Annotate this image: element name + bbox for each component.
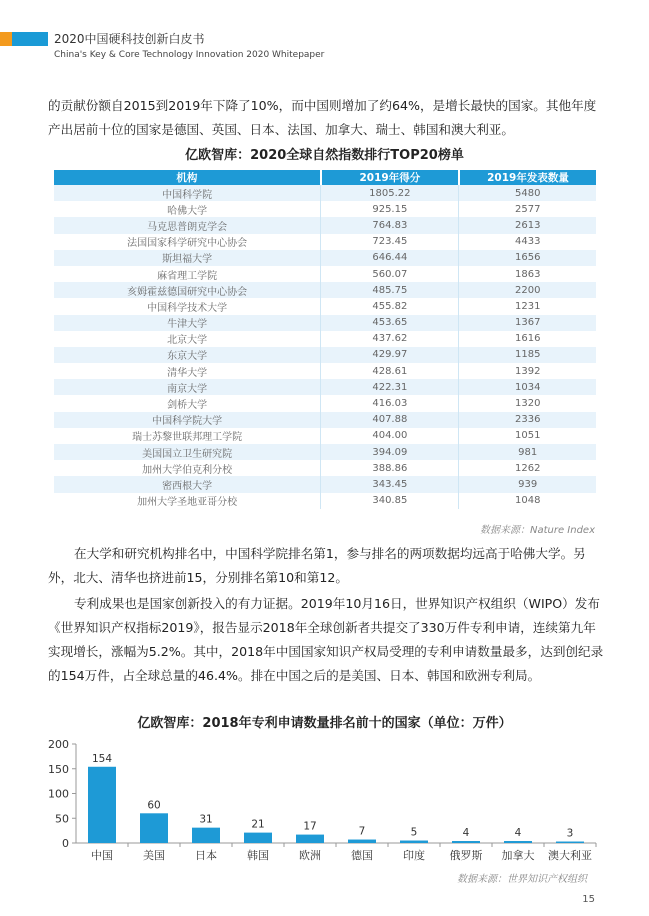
table-body [54,185,596,509]
table-cell-institution: 美国国立卫生研究院 [54,444,321,460]
table-cell-institution: 加州大学圣地亚哥分校 [54,493,321,509]
table-row [54,363,596,379]
y-tick-label: 100 [48,787,69,801]
x-category-label: 澳大利亚 [548,849,592,862]
table-cell-count: 5480 [459,185,596,201]
bar-value-label: 3 [566,827,574,840]
patent-bar-chart [0,730,649,870]
bar [244,833,272,843]
table-row [54,217,596,233]
table-cell-count: 1185 [459,347,596,363]
table-cell-institution: 哈佛大学 [54,201,321,217]
table-cell-count: 1231 [459,298,596,314]
table-cell-institution: 斯坦福大学 [54,250,321,266]
table-cell-score: 723.45 [321,234,459,250]
table-cell-score: 343.45 [321,476,459,492]
intro-paragraph: 的贡献份额自2015到2019年下降了10%，而中国则增加了约64%，是增长最快的国家。其他年度产出居前十位的国家是德国、英国、日本、法国、加拿大、瑞士、韩国和澳大利亚。 [48,98,597,137]
table-cell-count: 2577 [459,201,596,217]
table-row [54,412,596,428]
table-cell-score: 646.44 [321,250,459,266]
bar-value-label: 4 [514,827,522,840]
table-row [54,331,596,347]
table-row [54,201,596,217]
table-cell-institution: 剑桥大学 [54,395,321,411]
bar [296,835,324,843]
table-row [54,347,596,363]
table-cell-institution: 麻省理工学院 [54,266,321,282]
table-cell-score: 428.61 [321,363,459,379]
x-category-label: 欧洲 [299,849,321,862]
table-row [54,266,596,282]
x-category-label: 中国 [91,849,113,862]
table-cell-score: 340.85 [321,493,459,509]
x-category-label: 韩国 [247,849,269,862]
table-title: 亿欧智库：2020全球自然指数排行TOP20榜单 [185,148,464,163]
table-cell-institution: 清华大学 [54,363,321,379]
table-row [54,315,596,331]
bar-value-label: 4 [462,827,470,840]
table-row [54,428,596,444]
bar-value-label: 31 [199,813,213,826]
x-category-label: 德国 [351,849,373,862]
table-cell-count: 1616 [459,331,596,347]
chart-title: 亿欧智库：2018年专利申请数量排名前十的国家（单位：万件） [137,716,512,731]
table-cell-institution: 牛津大学 [54,315,321,331]
table-cell-count: 1048 [459,493,596,509]
table-cell-score: 422.31 [321,379,459,395]
table-row [54,395,596,411]
table-header-score: 2019年得分 [321,170,459,185]
table-header-institution: 机构 [54,170,321,185]
table-cell-institution: 东京大学 [54,347,321,363]
bar-value-label: 60 [147,799,161,812]
table-cell-count: 1320 [459,395,596,411]
table-header-row [54,170,596,185]
bar-value-label: 21 [251,818,265,831]
table-cell-count: 1863 [459,266,596,282]
x-category-label: 日本 [195,849,217,862]
table-cell-count: 939 [459,476,596,492]
header-subtitle: China's Key & Core Technology Innovation 2020 Whitepaper [54,50,325,60]
table-cell-institution: 南京大学 [54,379,321,395]
table-cell-score: 407.88 [321,412,459,428]
bar-value-label: 7 [358,825,366,838]
table-cell-institution: 法国国家科学研究中心协会 [54,234,321,250]
y-tick-label: 0 [62,837,69,850]
table-cell-count: 1367 [459,315,596,331]
bar [192,828,220,843]
table-cell-institution: 加州大学伯克利分校 [54,460,321,476]
table-cell-institution: 中国科学技术大学 [54,298,321,314]
table-cell-score: 925.15 [321,201,459,217]
table-cell-institution: 中国科学院大学 [54,412,321,428]
table-cell-score: 485.75 [321,282,459,298]
header-accent-blue [12,32,48,46]
page-number: 15 [582,894,595,905]
table-row [54,282,596,298]
bar [88,767,116,843]
table-row [54,250,596,266]
table-cell-count: 1656 [459,250,596,266]
x-category-label: 加拿大 [501,849,535,862]
table-row [54,476,596,492]
bar [452,841,480,843]
bar-value-label: 5 [410,826,418,839]
table-cell-score: 1805.22 [321,185,459,201]
table-cell-institution: 亥姆霍兹德国研究中心协会 [54,282,321,298]
chart-source: 数据来源：世界知识产权组织 [457,874,587,885]
table-cell-score: 437.62 [321,331,459,347]
table-row [54,493,596,509]
table-cell-institution: 中国科学院 [54,185,321,201]
table-cell-score: 453.65 [321,315,459,331]
x-category-label: 印度 [403,849,425,862]
patent-paragraph: 专利成果也是国家创新投入的有力证据。2019年10月16日，世界知识产权组织（WIPO）发布《世界知识产权指标2019》，报告显示2018年全球创新者共提交了330万件专利申请，连续第九年实现增长，涨幅为5.2%。其中，2018年中国国家知识产权局受理的专利申请数量最多，达到创纪录的154万件，占全球总量的46.4%。排在中国之后的是美国、日本、韩国和欧洲专利局。 [48,596,604,683]
table-cell-score: 429.97 [321,347,459,363]
table-cell-count: 1392 [459,363,596,379]
table-row [54,185,596,201]
table-cell-score: 416.03 [321,395,459,411]
x-category-label: 美国 [143,849,165,862]
table-source: 数据来源：Nature Index [479,525,595,536]
table-cell-score: 404.00 [321,428,459,444]
table-cell-institution: 马克思普朗克学会 [54,217,321,233]
table-row [54,444,596,460]
table-cell-count: 4433 [459,234,596,250]
table-cell-count: 2336 [459,412,596,428]
table-cell-score: 764.83 [321,217,459,233]
table-cell-institution: 瑞士苏黎世联邦理工学院 [54,428,321,444]
table-cell-count: 981 [459,444,596,460]
table-cell-institution: 密西根大学 [54,476,321,492]
table-row [54,379,596,395]
table-row [54,234,596,250]
table-row [54,460,596,476]
bar [504,841,532,843]
table-header-count: 2019年发表数量 [459,170,596,185]
x-category-label: 俄罗斯 [449,849,483,862]
y-tick-label: 150 [48,762,69,776]
table-cell-count: 1262 [459,460,596,476]
table-row [54,298,596,314]
bar-value-label: 17 [303,820,317,833]
table-cell-institution: 北京大学 [54,331,321,347]
ranking-paragraph: 在大学和研究机构排名中，中国科学院排名第1，参与排名的两项数据均远高于哈佛大学。另外，北大、清华也挤进前15，分别排名第10和第12。 [48,546,586,585]
nature-index-table [54,170,596,509]
table-cell-count: 2200 [459,282,596,298]
table-cell-count: 1051 [459,428,596,444]
y-tick-label: 200 [48,738,69,751]
table-cell-score: 388.86 [321,460,459,476]
bar [556,842,584,843]
bar [400,841,428,843]
table-cell-score: 560.07 [321,266,459,282]
table-cell-count: 2613 [459,217,596,233]
header-title: 2020中国硬科技创新白皮书 [54,32,205,46]
bar [140,813,168,843]
table-cell-score: 455.82 [321,298,459,314]
table-cell-score: 394.09 [321,444,459,460]
bar-value-label: 154 [91,752,113,765]
header-accent-orange [0,32,12,46]
table-cell-count: 1034 [459,379,596,395]
y-tick-label: 50 [55,812,69,826]
bar [348,840,376,843]
